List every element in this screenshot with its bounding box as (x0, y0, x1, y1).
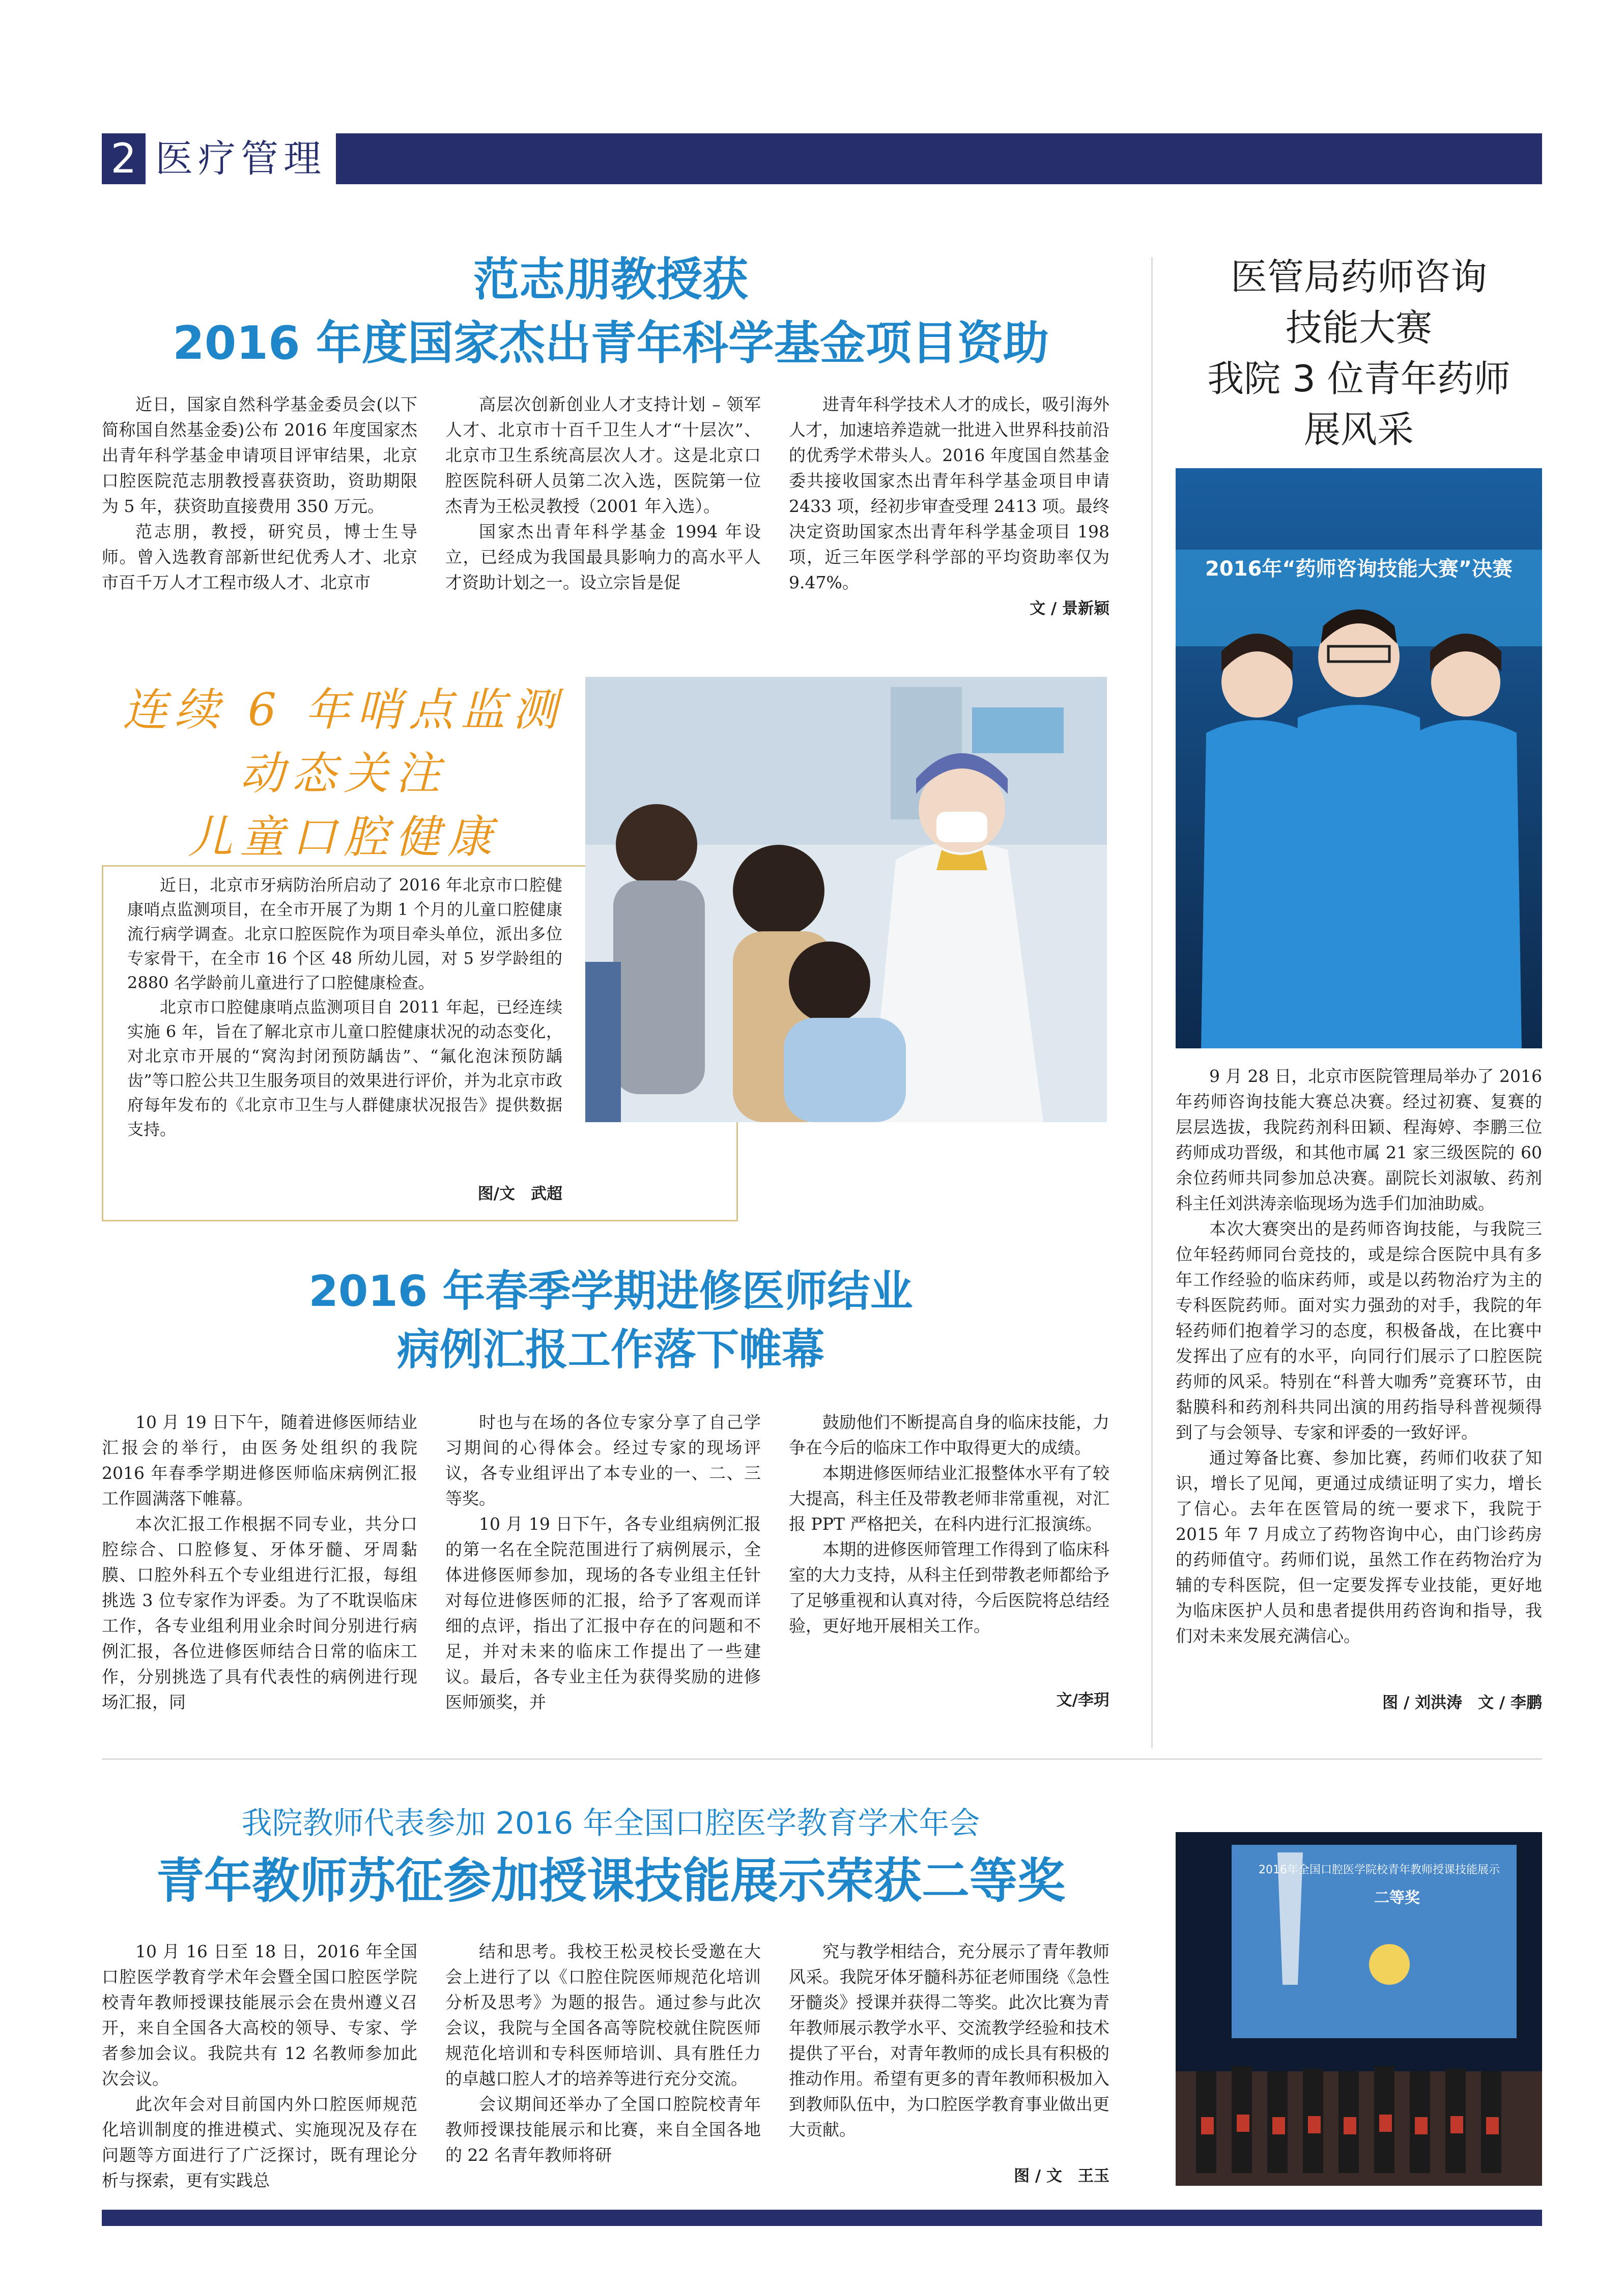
children-dental-exam-photo (585, 677, 1107, 1122)
article1-credit: 文 / 景新颖 (1030, 599, 1109, 618)
article4-text (1176, 1064, 1542, 1649)
paragraph: 10 月 19 日下午，各专业组病例汇报的第一名在全院范围进行了病例展示，全体进修医师参加，现场的各专业组主任针对每位进修医师的汇报，给予了客观而详细的点评，指出了汇报中存在的问题和不足，并对未来的临床工作提出了一些建议。最后，各专业主任为获得奖励的进修医师颁奖，并 (445, 1514, 761, 1712)
article3-col1 (102, 1410, 417, 1715)
column-divider (1151, 257, 1153, 1748)
paragraph: 近日，北京市牙病防治所启动了 2016 年北京市口腔健康哨点监测项目，在全市开展了为期 1 个月的儿童口腔健康流行病学调查。北京口腔医院作为项目牵头单位，派出多位专家骨干，在全市 16 个区 48 所幼儿园，对 5 岁学龄组的 2880 名学龄前儿童进行了口腔健康检查。 (127, 875, 562, 992)
paragraph: 本次大赛突出的是药师咨询技能，与我院三位年轻药师同台竞技的，或是综合医院中具有多年工作经验的临床药师，或是以药物治疗为主的专科医院药师。面对实力强劲的对手，我院的年轻药师们抱着学习的态度，积极备战，在比赛中发挥出了应有的水平，向同行们展示了口腔医院药师的风采。特别在“科普大咖秀”竞赛环节，由黏膜科和药剂科共同出演的用药指导科普视频得到了与会领导、专家和评委的一致好评。 (1176, 1219, 1542, 1442)
section-title: 医疗管理 (155, 137, 326, 181)
article3-title-line2: 病例汇报工作落下帷幕 (396, 1325, 824, 1375)
paragraph: 进青年科学技术人才的成长，吸引海外人才，加速培养造就一批进入世界科技前沿的优秀学术带头人。2016 年度国自然基金委共接收国家杰出青年科学基金项目申请 2433 项，经初步审查受理 2413 项。最终决定资助国家杰出青年科学基金项目 198 项，近三年医学科学部的平均资助率仅为 9.47%。 (789, 394, 1109, 592)
article3-credit: 文/李玥 (1056, 1691, 1109, 1709)
article3-col3 (789, 1410, 1109, 1639)
header-bar (336, 133, 1542, 184)
section-divider (102, 1758, 1542, 1760)
article1-title-line2: 2016 年度国家杰出青年科学基金项目资助 (173, 317, 1049, 370)
paragraph: 10 月 19 日下午，随着进修医师结业汇报会的举行，由医务处组织的我院 2016 年春季学期进修医师临床病例汇报工作圆满落下帷幕。 (102, 1412, 417, 1508)
article4-title-line3: 我院 3 位青年药师 (1207, 357, 1511, 400)
award-ceremony-photo (1176, 1832, 1542, 2186)
pharmacists-photo (1176, 468, 1542, 1048)
article5-title: 青年教师苏征参加授课技能展示荣获二等奖 (156, 1853, 1065, 1909)
article2-title-line2: 动态关注 (239, 747, 447, 800)
paragraph: 本期进修医师结业汇报整体水平有了较大提高，科主任及带教老师非常重视，对汇报 PPT 严格把关，在科内进行汇报演练。 (789, 1463, 1109, 1534)
article5-subtitle: 我院教师代表参加 2016 年全国口腔医学教育学术年会 (241, 1806, 980, 1841)
article2-title-line1: 连续 6 年哨点监测 (123, 683, 564, 736)
article1-col1 (102, 392, 417, 595)
article4-title-line2: 技能大赛 (1285, 306, 1432, 349)
paragraph: 本次汇报工作根据不同专业，共分口腔综合、口腔修复、牙体牙髓、牙周黏膜、口腔外科五个专业组进行汇报，每组挑选 3 位专家作为评委。为了不耽误临床工作，各专业组利用业余时间分别进行病例汇报，各位进修医师结合日常的临床工作，分别挑选了具有代表性的病例进行现场汇报，同 (102, 1514, 417, 1712)
paragraph: 此次年会对目前国内外口腔医师规范化培训制度的推进模式、实施现况及存在问题等方面进行了广泛探讨，既有理论分析与探索，更有实践总 (102, 2094, 417, 2190)
paragraph: 时也与在场的各位专家分享了自己学习期间的心得体会。经过专家的现场评议，各专业组评出了本专业的一、二、三等奖。 (445, 1412, 761, 1508)
article4-credit: 图 / 刘洪涛 文 / 李鹏 (1382, 1694, 1542, 1712)
paragraph: 国家杰出青年科学基金 1994 年设立，已经成为我国最具影响力的高水平人才资助计划之一。设立宗旨是促 (445, 522, 761, 592)
article4-title-line4: 展风采 (1303, 408, 1414, 451)
paragraph: 会议期间还举办了全国口腔院校青年教师授课技能展示和比赛，来自全国各地的 22 名青年教师将研 (445, 2094, 761, 2165)
footer-bar (102, 2210, 1542, 2226)
paragraph: 高层次创新创业人才支持计划 – 领军人才、北京市十百千卫生人才“十层次”、北京市卫生系统高层次人才。这是北京口腔医院科研人员第二次入选，医院第一位杰青为王松灵教授（2001 年入选）。 (445, 394, 761, 516)
article3-title-line1: 2016 年春季学期进修医师结业 (308, 1266, 913, 1316)
paragraph: 9 月 28 日，北京市医院管理局举办了 2016 年药师咨询技能大赛总决赛。经过初赛、复赛的层层选拔，我院药剂科田颖、程海婷、李鹏三位药师成功晋级，和其他市属 21 家三级医院的 60 余位药师共同参加总决赛。副院长刘淑敏、药剂科主任刘洪涛亲临现场为选手们加油助威。 (1176, 1066, 1542, 1213)
article4-title-line1: 医管局药师咨询 (1230, 255, 1487, 298)
pharmacists-photo-banner: 2016年“药师咨询技能大赛”决赛 (1205, 557, 1513, 581)
article5-col3 (789, 1939, 1109, 2143)
article3-col2 (445, 1410, 761, 1715)
award-photo-banner: 2016年全国口腔医学院校青年教师授课技能展示 (1259, 1864, 1500, 1876)
article1-col3 (789, 392, 1109, 595)
article1-col2 (445, 392, 761, 595)
paragraph: 近日，国家自然科学基金委员会(以下简称国自然基金委)公布 2016 年度国家杰出青年科学基金申请项目评审结果，北京口腔医院范志朋教授喜获资助，资助期限为 5 年，获资助直接费用 350 万元。 (102, 394, 417, 516)
article2-text (127, 873, 562, 1141)
paragraph: 10 月 16 日至 18 日，2016 年全国口腔医学教育学术年会暨全国口腔医学院校青年教师授课技能展示会在贵州遵义召开，来自全国各大高校的领导、专家、学者参加会议。我院共有 12 名教师参加此次会议。 (102, 1942, 417, 2089)
paragraph: 范志朋，教授，研究员，博士生导师。曾入选教育部新世纪优秀人才、北京市百千万人才工程市级人才、北京市 (102, 522, 417, 592)
award-photo-label: 二等奖 (1374, 1889, 1420, 1907)
article5-credit: 图 / 文 王玉 (1014, 2167, 1109, 2185)
article5-col1 (102, 1939, 417, 2193)
paragraph: 鼓励他们不断提高自身的临床技能，力争在今后的临床工作中取得更大的成绩。 (789, 1412, 1109, 1458)
paragraph: 本期的进修医师管理工作得到了临床科室的大力支持，从科主任到带教老师都给予了足够重视和认真对待，今后医院将总结经验，更好地开展相关工作。 (789, 1539, 1109, 1636)
paragraph: 究与教学相结合，充分展示了青年教师风采。我院牙体牙髓科苏征老师围绕《急性牙髓炎》授课并获得二等奖。此次比赛为青年教师展示教学水平、交流教学经验和技术提供了平台，对青年教师的成长具有积极的推动作用。希望有更多的青年教师积极加入到教师队伍中，为口腔医学教育事业做出更大贡献。 (789, 1942, 1109, 2139)
article2-credit: 图/文 武超 (477, 1185, 562, 1203)
article2-title-line3: 儿童口腔健康 (187, 811, 499, 863)
paragraph: 北京市口腔健康哨点监测项目自 2011 年起，已经连续实施 6 年，旨在了解北京市儿童口腔健康状况的动态变化，对北京市开展的“窝沟封闭预防龋齿”、“氟化泡沫预防龋齿”等口腔公共卫生服务项目的效果进行评价，并为北京市政府每年发布的《北京市卫生与人群健康状况报告》提供数据支持。 (127, 997, 562, 1139)
article1-title-line1: 范志朋教授获 (473, 253, 748, 306)
page-number: 2 (102, 133, 146, 184)
photo-illustration (585, 677, 1107, 1122)
paragraph: 结和思考。我校王松灵校长受邀在大会上进行了以《口腔住院医师规范化培训分析及思考》为题的报告。通过参与此次会议，我院与全国各高等院校就住院医师规范化培训和专科医师培训、具有胜任力的卓越口腔人才的培养等进行充分交流。 (445, 1942, 761, 2089)
article5-col2 (445, 1939, 761, 2168)
paragraph: 通过筹备比赛、参加比赛，药师们收获了知识，增长了见闻，更通过成绩证明了实力，增长了信心。去年在医管局的统一要求下，我院于 2015 年 7 月成立了药物咨询中心，由门诊药房的药师值守。药师们说，虽然工作在药物治疗为辅的专科医院，但一定要发挥专业技能，更好地为临床医护人员和患者提供用药咨询和指导，我们对未来发展充满信心。 (1176, 1448, 1542, 1646)
photo-illustration (1176, 1832, 1542, 2186)
